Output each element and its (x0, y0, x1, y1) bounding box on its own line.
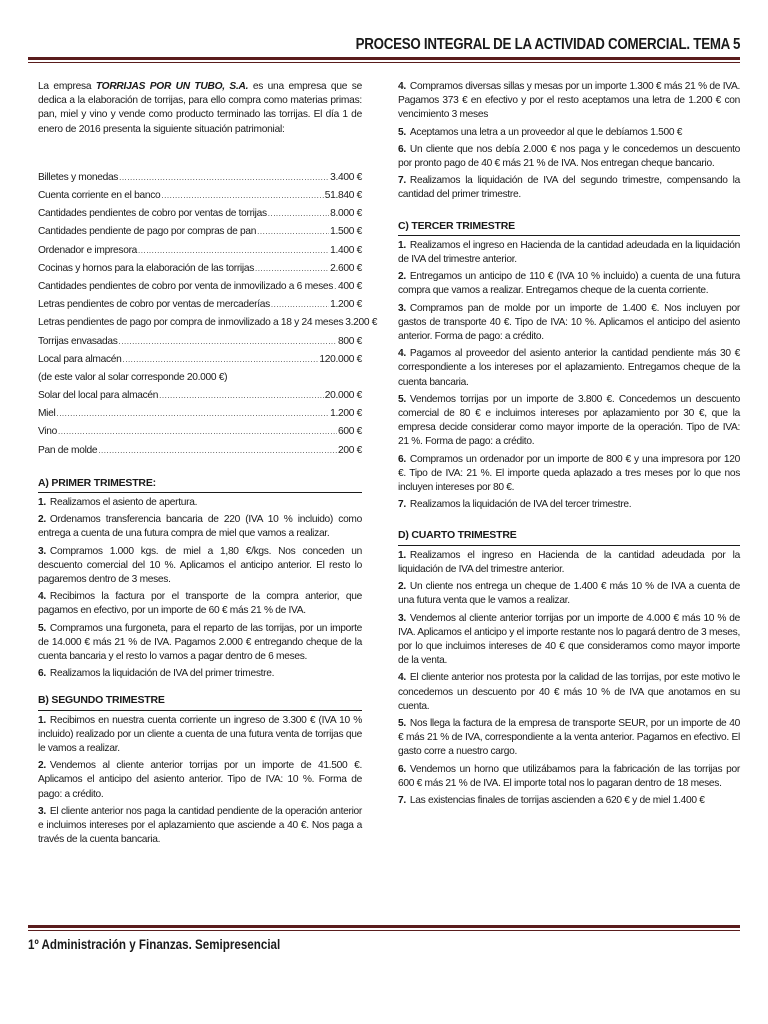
section-c (398, 219, 740, 513)
asset-label: Solar del local para almacén (38, 390, 159, 402)
item-text: Compramos un ordenador por un importe de 800 € y una impresora por 120 €. Tipo de IVA: 21 %. El importe queda aplazado a tres meses por lo que nos incluyen intereses por 80 €. (398, 453, 740, 494)
leader-dots (334, 280, 337, 294)
header-rule-thin (28, 62, 740, 63)
item-number: 2. (38, 760, 46, 772)
intro-text: es una empresa que se dedica a la elaboración de torrijas, para ello compra como materias primas: pan, miel y vino y vende como producto terminado las torrijas. El día 1 de enero de 2016 presenta la siguiente situación patrimonial: (38, 81, 362, 135)
footer-rule-thin (28, 930, 740, 931)
item-text: Compramos una furgoneta, para el reparto de las torrijas, por un importe de 14.000 € más 21 % de IVA. Pagamos 2.000 € entregando cheque de la cuenta bancaria y el resto lo vamos a pagar dentro de 6 meses. (38, 622, 362, 663)
item-text: Recibimos en nuestra cuenta corriente un ingreso de 3.300 € (IVA 10 % incluido) realizado por un cliente a cuenta de una futura venta de torrijas que le vamos a realizar. (38, 714, 362, 755)
item-text: Realizamos el ingreso en Hacienda de la cantidad adeudada por la liquidación de IVA del trimestre anterior. (398, 549, 740, 575)
leader-dots (161, 189, 323, 203)
list-item (398, 549, 740, 577)
leader-dots (123, 353, 319, 367)
asset-row (38, 207, 362, 225)
leader-dots (119, 335, 337, 349)
list-item (398, 270, 740, 298)
list-item (398, 143, 740, 171)
list-item (398, 717, 740, 760)
asset-label: Billetes y monedas (38, 171, 119, 183)
asset-value: 8.000 € (330, 208, 362, 220)
item-number: 3. (398, 612, 406, 624)
list-item (398, 80, 740, 123)
item-text: El cliente anterior nos protesta por la calidad de las torrijas, por este motivo le concedemos un descuento por 40 € más 10 % de IVA que anotamos en su cuenta. (398, 672, 740, 712)
asset-label: Pan de molde (38, 444, 98, 456)
leader-dots (58, 425, 337, 439)
list-item (398, 393, 740, 450)
asset-row (38, 225, 362, 243)
leader-dots (268, 207, 329, 221)
asset-value: 3.200 € (345, 317, 378, 329)
item-text: Ordenamos transferencia bancaria de 220 (IVA 10 % incluido) como entrega a cuenta de una futura compra de miel que vamos a realizar. (38, 514, 362, 540)
leader-dots (255, 262, 329, 276)
item-text: El cliente anterior nos paga la cantidad pendiente de la operación anterior e incluimos intereses por el aplazamiento que asciende a 40 €. Nos paga a través de la cuenta bancaria. (38, 805, 362, 846)
asset-row (38, 425, 362, 443)
section-a (38, 476, 362, 682)
list-item (38, 590, 362, 618)
asset-label: Miel (38, 408, 56, 420)
asset-note: (de este valor al solar corresponde 20.000 €) (38, 371, 228, 383)
item-number: 4. (398, 672, 406, 684)
item-text: Entregamos un anticipo de 110 € (IVA 10 % incluido) a cuenta de una futura compra que vamos a realizar. Entregamos cheque de la cuenta corriente. (398, 271, 740, 297)
list-item (38, 496, 362, 510)
asset-row (38, 353, 362, 371)
section-b-continued (398, 80, 740, 203)
item-text: Vendemos un horno que utilizábamos para la fabricación de las torrijas por 600 € más 21 % de IVA. El importe total nos lo pagaran dentro de 18 meses. (398, 763, 740, 789)
asset-value: 1.400 € (330, 244, 362, 256)
item-text: Vendemos al cliente anterior torrijas por un importe de 41.500 €. Aplicamos el anticipo del asiento anterior. Tipo de IVA: 10 %. Forma de pago: a crédito. (38, 760, 362, 800)
item-number: 6. (398, 453, 406, 465)
asset-label: Letras pendientes de pago por compra de inmovilizado a 18 y 24 meses (38, 317, 344, 329)
item-text: Nos llega la factura de la empresa de transporte SEUR, por un importe de 40 € más 21 % de IVA, correspondiente a la venta anterior. Pagamos en efectivo. El gasto corre a nuestro cargo. (398, 717, 740, 758)
list-item (398, 498, 740, 512)
item-text: Realizamos la liquidación de IVA del segundo trimestre, compensando la cantidad del primer trimestre. (398, 175, 740, 201)
asset-row (38, 407, 362, 425)
item-number: 1. (38, 497, 46, 509)
list-item (38, 667, 362, 681)
item-number: 5. (398, 126, 406, 138)
asset-row (38, 262, 362, 280)
item-number: 3. (38, 545, 46, 557)
item-text: Pagamos al proveedor del asiento anterior la cantidad pendiente más 30 € correspondiente a los intereses por el aplazamiento. Entregamos cheque de la cuenta bancaria. (398, 348, 740, 388)
page-title: PROCESO INTEGRAL DE LA ACTIVIDAD COMERCIAL. TEMA 5 (355, 36, 740, 53)
item-text: Compramos pan de molde por un importe de 1.400 €. Nos incluyen por gastos de transporte 40 €. Tipo de IVA: 10 %. Aplicamos el anticipo del asiento anterior. Forma de pago: a crédito. (398, 302, 740, 343)
asset-label: Vino (38, 426, 58, 438)
asset-value: 1.200 € (330, 408, 362, 420)
item-text: Realizamos la liquidación de IVA del tercer trimestre. (409, 499, 632, 511)
asset-value: 800 € (338, 335, 362, 347)
leader-dots (98, 444, 337, 458)
item-text: Realizamos la liquidación de IVA del primer trimestre. (49, 668, 275, 680)
asset-value: 20.000 € (324, 390, 362, 402)
intro-paragraph (38, 80, 362, 137)
list-item (398, 453, 740, 496)
leader-dots (271, 298, 329, 312)
asset-value: 2.600 € (330, 262, 362, 274)
item-number: 3. (398, 302, 406, 314)
item-number: 2. (398, 271, 406, 283)
item-number: 5. (398, 393, 406, 405)
asset-label: Torrijas envasadas (38, 335, 118, 347)
list-item (398, 347, 740, 390)
asset-value: 51.840 € (324, 190, 362, 201)
item-number: 5. (398, 717, 406, 729)
asset-row (38, 171, 362, 189)
asset-value: 1.500 € (330, 226, 362, 238)
asset-value: 120.000 € (319, 353, 362, 365)
list-item (38, 545, 362, 588)
item-text: Compramos diversas sillas y mesas por un importe 1.300 € más 21 % de IVA. Pagamos 373 € en efectivo y por el resto aceptamos una letra de 1.200 € con vencimiento 3 meses (398, 81, 740, 121)
asset-label: Cocinas y hornos para la elaboración de las torrijas (38, 262, 255, 274)
header-rule (28, 57, 740, 60)
asset-row (38, 298, 362, 316)
asset-value: 200 € (338, 444, 362, 456)
asset-label: Cantidades pendientes de cobro por venta de inmovilizado a 6 meses (38, 280, 334, 292)
list-item (38, 622, 362, 665)
company-name: TORRIJAS POR UN TUBO, S.A. (95, 81, 249, 92)
list-item (38, 714, 362, 757)
item-number: 7. (398, 794, 406, 806)
item-number: 1. (398, 549, 406, 561)
item-text: Un cliente nos entrega un cheque de 1.400 € más 10 % de IVA a cuenta de una futura venta que le vamos a realizar. (398, 581, 740, 607)
asset-value: 1.200 € (330, 299, 362, 311)
asset-value: 3.400 € (330, 171, 362, 183)
asset-row (38, 280, 362, 298)
asset-label: Cantidades pendiente de pago por compras de pan (38, 226, 257, 238)
item-number: 4. (398, 81, 406, 92)
item-number: 4. (38, 591, 46, 603)
item-number: 5. (38, 622, 46, 634)
item-number: 6. (38, 668, 46, 680)
item-text: Las existencias finales de torrijas ascienden a 620 € y de miel 1.400 € (409, 794, 705, 806)
section-b (38, 693, 362, 847)
asset-row (38, 244, 362, 262)
list-item (38, 805, 362, 848)
list-item (398, 126, 740, 140)
item-text: Compramos 1.000 kgs. de miel a 1,80 €/kgs. Nos conceden un descuento comercial del 10 %. Aplicamos el anticipo anterior. El resto lo pagaremos dentro de 3 meses. (38, 545, 362, 586)
list-item (398, 174, 740, 202)
leader-dots (138, 244, 329, 258)
list-item (38, 513, 362, 541)
intro-prefix: La empresa (38, 81, 96, 92)
leader-dots (257, 225, 329, 239)
asset-label: Ordenador e impresora (38, 244, 138, 256)
item-number: 1. (38, 714, 46, 726)
section-title: B) SEGUNDO TRIMESTRE (38, 693, 362, 710)
list-item (398, 239, 740, 267)
asset-row (38, 444, 362, 462)
item-text: Realizamos el ingreso en Hacienda de la cantidad adeudada en la liquidación de IVA del trimestre anterior. (398, 239, 740, 266)
section-title: D) CUARTO TRIMESTRE (398, 528, 740, 545)
leader-dots (56, 407, 329, 421)
list-item (398, 671, 740, 714)
item-number: 7. (398, 175, 406, 187)
section-d (398, 528, 740, 808)
section-title: A) PRIMER TRIMESTRE: (38, 476, 362, 493)
list-item (38, 759, 362, 802)
asset-row (38, 189, 362, 207)
asset-row (38, 335, 362, 353)
item-number: 3. (38, 805, 46, 817)
list-item (398, 794, 740, 808)
right-column (398, 80, 740, 811)
footer-text: 1º Administración y Finanzas. Semipresencial (28, 937, 281, 952)
leader-dots (159, 389, 324, 403)
list-item (398, 302, 740, 345)
item-number: 6. (398, 763, 406, 775)
asset-row (38, 389, 362, 407)
item-number: 1. (398, 239, 406, 251)
footer-rule (28, 925, 740, 928)
section-title: C) TERCER TRIMESTRE (398, 219, 740, 236)
item-number: 2. (38, 514, 46, 526)
asset-label: Cuenta corriente en el banco (38, 190, 161, 201)
asset-label: Letras pendientes de cobro por ventas de mercaderías (38, 299, 270, 311)
item-text: Recibimos la factura por el transporte de la compra anterior, que pagamos en efectivo, por un importe de 60 € más 21 % de IVA. (38, 591, 362, 617)
item-number: 7. (398, 499, 406, 511)
item-number: 2. (398, 581, 406, 593)
item-text: Vendemos al cliente anterior torrijas por un importe de 4.000 € más 10 % de IVA. Aplicamos el anticipo y el importe restante nos lo pagará dentro de 3 meses, por lo que incluimos intereses de 40 € que consideramos como mayor importe de la venta. (398, 612, 740, 667)
list-item (398, 580, 740, 608)
asset-list (38, 171, 378, 462)
item-text: Vendemos torrijas por un importe de 3.800 €. Concedemos un descuento comercial de 80 € e incluimos intereses por aplazamiento por 30 €, que la empresa decide considerar como mayor importe de la operación. Tipo de IVA: 21 %. Forma de pago: a crédito. (398, 393, 740, 448)
left-column (38, 80, 378, 850)
item-text: Aceptamos una letra a un proveedor al que le debíamos 1.500 € (409, 126, 683, 138)
item-text: Realizamos el asiento de apertura. (49, 497, 198, 509)
list-item (398, 612, 740, 669)
leader-dots (119, 171, 329, 185)
list-item (398, 763, 740, 791)
asset-label: Cantidades pendientes de cobro por ventas de torrijas (38, 208, 267, 220)
item-number: 6. (398, 143, 406, 155)
item-text: Un cliente que nos debía 2.000 € nos paga y le concedemos un descuento por pronto pago de 40 € más 21 % de IVA. Nos entregan cheque bancario. (398, 143, 740, 170)
item-number: 4. (398, 348, 406, 360)
asset-label: Local para almacén (38, 353, 122, 365)
asset-value: 400 € (338, 280, 362, 292)
asset-row (38, 316, 378, 334)
asset-value: 600 € (338, 426, 362, 438)
